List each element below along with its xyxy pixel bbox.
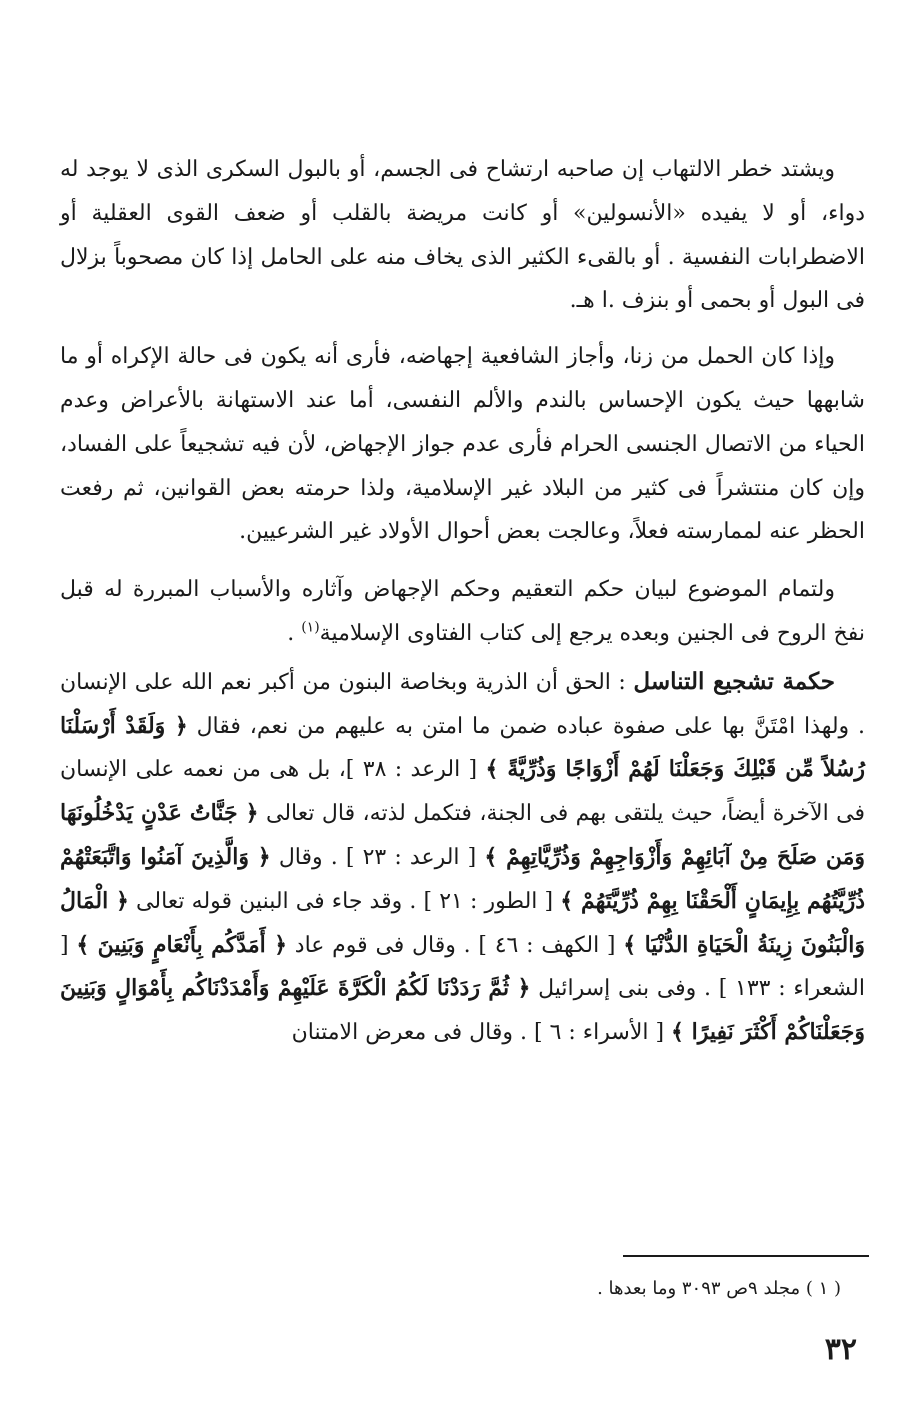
- quran-verse-3: ﴿ وَالَّذِينَ آمَنُوا وَاتَّبَعَتْهُمْ ذُرِّيَّتُهُم بِإِيمَانٍ أَلْحَقْنَا بِهِمْ ذُرِّيَّتَهُمْ ﴾: [60, 843, 866, 914]
- paragraph-4-text-6: [ الشعراء : ١٣٣ ] . وفى بنى إسرائيل: [60, 932, 865, 1002]
- page-number: ٣٢: [824, 1332, 857, 1367]
- paragraph-2: وإذا كان الحمل من زنا، وأجاز الشافعية إجهاضه، فأرى أنه يكون فى حالة الإكراه أو ما شابهها حيث يكون الإحساس بالندم والألم النفسى، أما عند الاستهانة بالأعراض وعدم الحياء من الاتصال الجنسى الحرام فأرى عدم جواز الإجهاض، لأن فيه تشجيعاً على الفساد، وإن كان منتشراً فى كثير من البلاد غير الإسلامية، ولذا حرمته بعض القوانين، ثم رفعت الحظر عنه لممارسته فعلاً، وعالجت بعض أحوال الأولاد غير الشرعيين.: [60, 344, 865, 545]
- paragraph-4-text-3: [ الرعد : ٢٣ ] . وقال: [270, 844, 485, 870]
- paragraph-3: [60, 568, 865, 656]
- footnote-reference: (١): [301, 619, 320, 636]
- paragraph-1: ويشتد خطر الالتهاب إن صاحبه ارتشاح فى الجسم، أو بالبول السكرى الذى لا يوجد له دواء، أو لا يفيده «الأنسولين» أو كانت مريضة بالقلب أو ضعف القوى العقلية أو الاضطرابات النفسية . أو بالقىء الكثير الذى يخاف منه على الحامل إذا كان مصحوباً بزلال فى البول أو بحمى أو بنزف .ا هـ.: [60, 157, 865, 314]
- section-heading: حكمة تشجيع التناسل: [633, 667, 835, 695]
- quran-verse-1: ﴿ وَلَقَدْ أَرْسَلْنَا رُسُلاً مِّن قَبْلِكَ وَجَعَلْنَا لَهُمْ أَزْوَاجًا وَذُرِّيَّةً ﴾: [60, 712, 865, 783]
- paragraph-4-text-2: [ الرعد : ٣٨ ]، بل هى من نعمه على الإنسان فى الآخرة أيضاً، حيث يلتقى بهم فى الجنة، فتكمل لذته، قال تعالى: [60, 757, 865, 827]
- paragraph-4: [60, 660, 865, 1055]
- quran-verse-4: ﴿ الْمَالُ وَالْبَنُونَ زِينَةُ الْحَيَاةِ الدُّنْيَا ﴾: [60, 887, 865, 958]
- footnote: ( ١ ) مجلد ٩ص ٣٠٩٣ وما بعدها .: [597, 1278, 841, 1299]
- paragraph-4-text-4: [ الطور : ٢١ ] . وقد جاء فى البنين قوله تعالى: [128, 888, 561, 914]
- paragraph-4-text-7: [ الأسراء : ٦ ] . وقال فى معرض الامتنان: [291, 1020, 672, 1046]
- paragraph-4-text-1: : الحق أن الذرية وبخاصة البنون من أكبر نعم الله على الإنسان . ولهذا امْتَنَّ بها على صفوة عباده ضمن ما امتن به عليهم من نعم، فقال: [60, 669, 866, 739]
- paragraph-3-end: .: [287, 620, 302, 646]
- quran-verse-2: ﴿ جَنَّاتُ عَدْنٍ يَدْخُلُونَهَا وَمَن صَلَحَ مِنْ آبَائِهِمْ وَأَزْوَاجِهِمْ وَذُرِّيَّاتِهِمْ ﴾: [60, 800, 865, 870]
- paragraph-4-text-5: [ الكهف : ٤٦ ] . وقال فى قوم عاد: [287, 932, 624, 958]
- quran-verse-5: ﴿ أَمَدَّكُم بِأَنْعَامٍ وَبَنِينَ ﴾: [76, 931, 288, 958]
- paragraph-3-text: ولتمام الموضوع لبيان حكم التعقيم وحكم الإجهاض وآثاره والأسباب المبررة له قبل نفخ الروح فى الجنين وبعده يرجع إلى كتاب الفتاوى الإسلامية: [60, 577, 865, 646]
- quran-verse-6: ﴿ ثُمَّ رَدَدْنَا لَكُمُ الْكَرَّةَ عَلَيْهِمْ وَأَمْدَدْنَاكُم بِأَمْوَالٍ وَبَنِينَ وَجَعَلْنَاكُمْ أَكْثَرَ نَفِيرًا ﴾: [60, 975, 865, 1046]
- main-text: [60, 148, 865, 1055]
- footnote-divider: [623, 1255, 869, 1257]
